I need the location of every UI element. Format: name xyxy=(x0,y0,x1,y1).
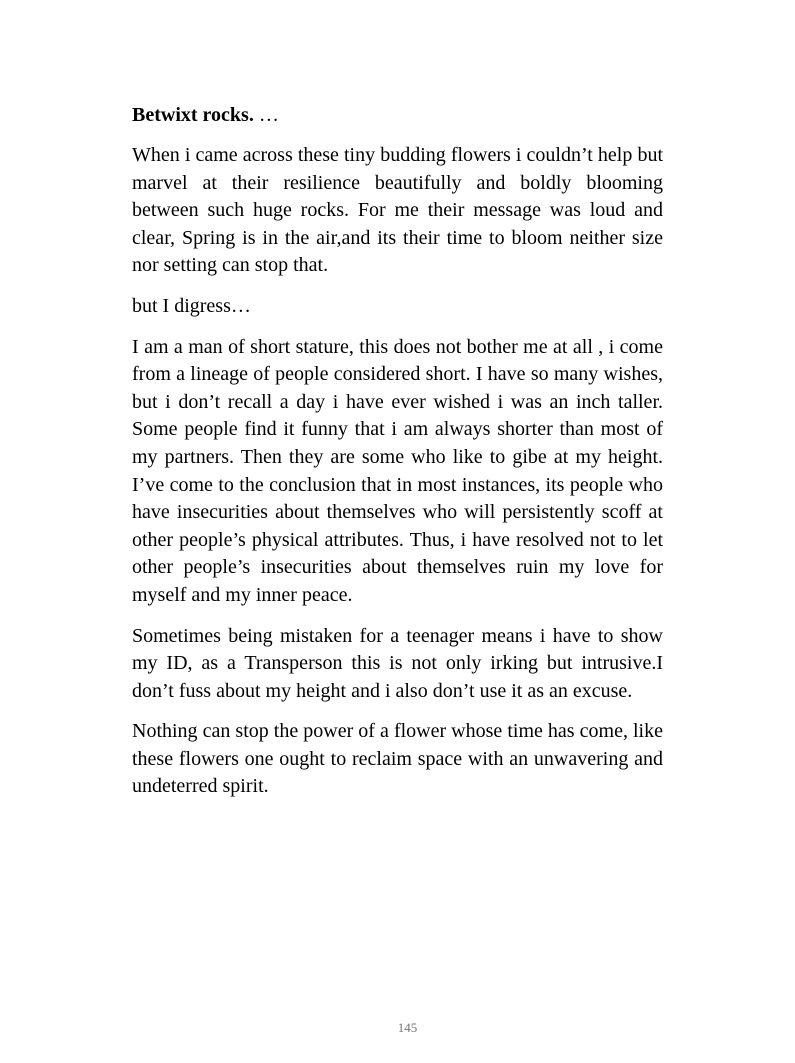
paragraph-2: but I digress… xyxy=(132,294,251,317)
page-number: 145 xyxy=(397,1020,418,1035)
document-body xyxy=(132,101,663,814)
paragraph-5: Nothing can stop the power of a flower whose time has come, like these flowers one ought to reclaim space with an unwavering and undeterred spirit. xyxy=(132,720,663,798)
paragraph-3: I am a man of short stature, this does not bother me at all , i come from a lineage of people considered short. I have so many wishes, but i don’t recall a day i have ever wished i was an inch taller. Some people find it funny that i am always shorter than most of my partners. Then they are some who like to gibe at my height. I’ve come to the conclusion that in most instances, its people who have insecurities about themselves who will persistently scoff at other people’s physical attributes. Thus, i have resolved not to let other people’s insecurities about themselves ruin my love for myself and my inner peace. xyxy=(132,335,663,606)
paragraph-1: When i came across these tiny budding flowers i couldn’t help but marvel at their resilience beautifully and boldly blooming between such huge rocks. For me their message was loud and clear, Spring is in the air,and its their time to bloom neither size nor setting can stop that. xyxy=(132,144,663,277)
paragraph-4: Sometimes being mistaken for a teenager means i have to show my ID, as a Transperson this is not only irking but intrusive.I don’t fuss about my height and i also don’t use it as an excuse. xyxy=(132,624,663,702)
title-text: Betwixt rocks. xyxy=(132,104,254,126)
title-ellipsis: … xyxy=(253,104,279,126)
document-title xyxy=(132,101,663,129)
